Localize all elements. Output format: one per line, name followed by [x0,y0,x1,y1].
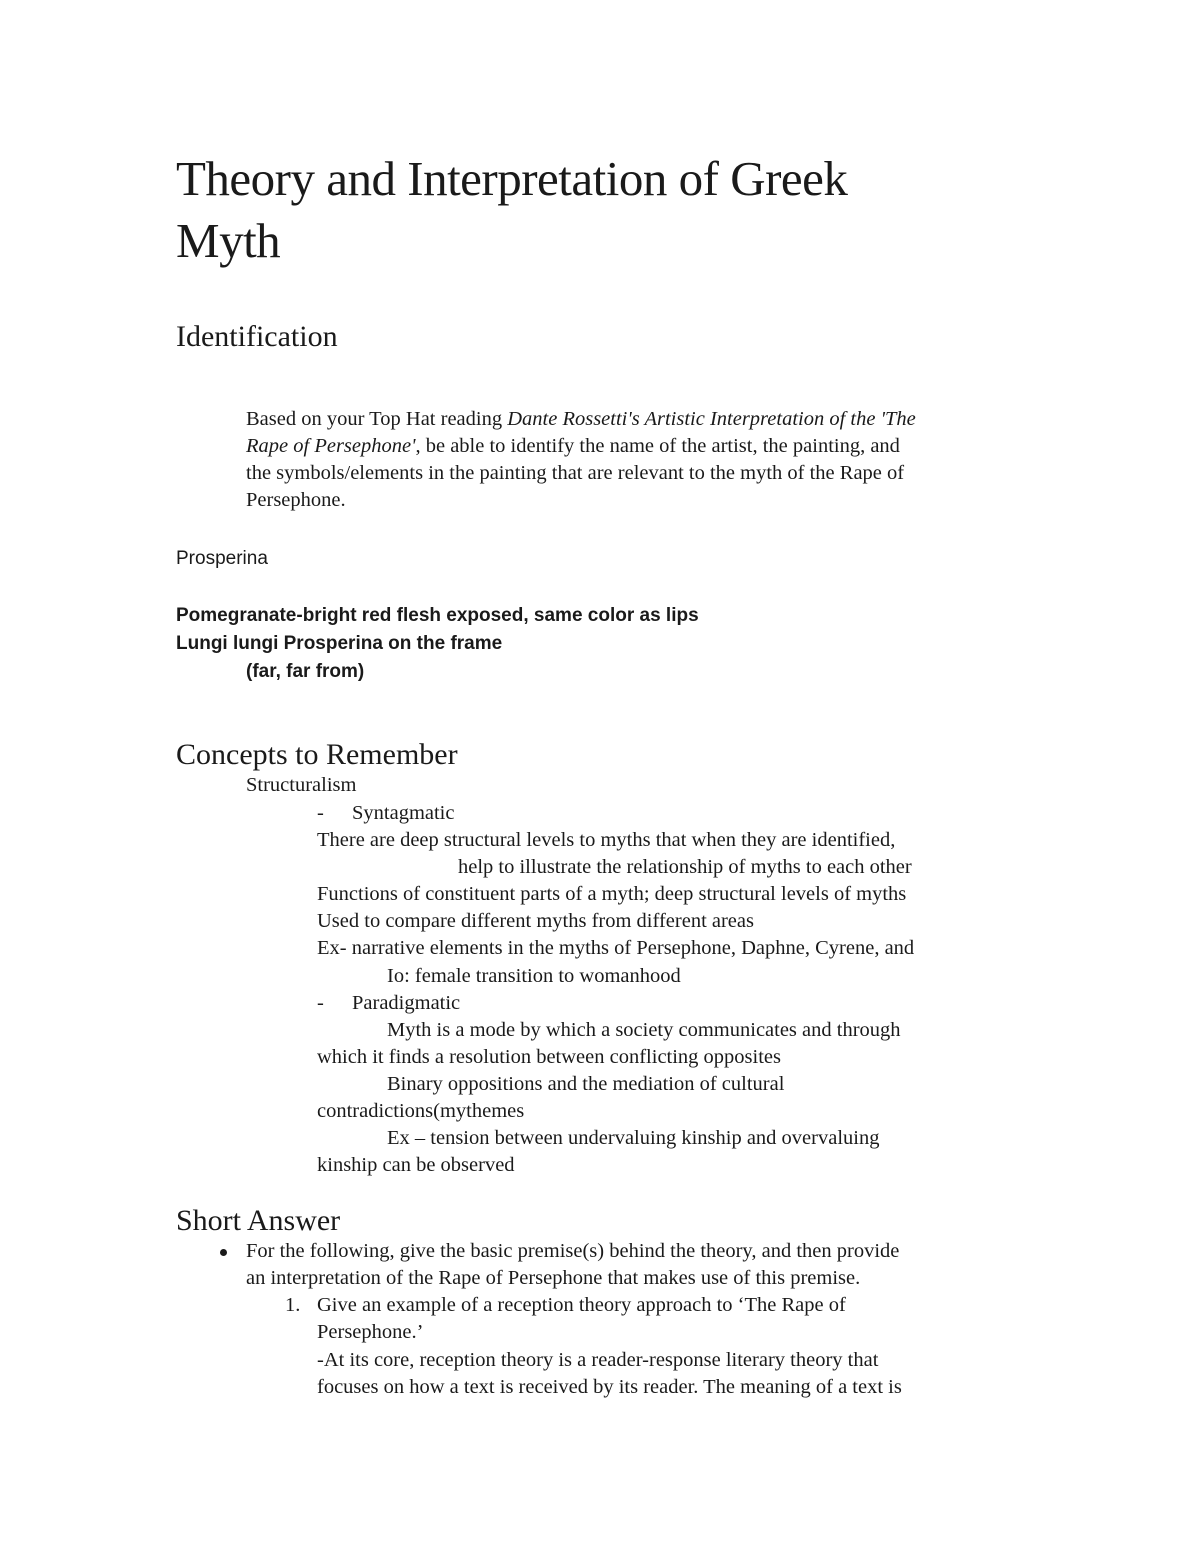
item-1-line-3: -At its core, reception theory is a reader-response literary theory that [317,1349,879,1371]
item-1-line-4: focuses on how a text is received by its reader. The meaning of a text is [317,1376,902,1398]
note-line-1: Pomegranate-bright red flesh exposed, same color as lips [176,605,699,626]
paradigmatic-dash: - [317,992,324,1014]
reading-title-italic-cont: Rape of Persephone' [246,435,416,457]
para-plain-text: Based on your Top Hat reading [246,408,508,430]
document-title-line-2: Myth [176,213,281,268]
reading-title-italic: Dante Rossetti's Artistic Interpretation of the 'The [507,408,916,430]
syntagmatic-line-6: Io: female transition to womanhood [387,965,681,987]
item-1-number: 1. [285,1294,301,1316]
bullet-icon [220,1249,227,1256]
paradigmatic-line-3: Binary oppositions and the mediation of cultural [387,1073,785,1095]
bullet-line-2: an interpretation of the Rape of Persephone that makes use of this premise. [246,1267,861,1289]
concepts-heading: Concepts to Remember [176,738,458,771]
syntagmatic-line-1: There are deep structural levels to myths that when they are identified, [317,829,896,851]
item-1-line-1: Give an example of a reception theory approach to ‘The Rape of [317,1294,846,1316]
identification-para-line-1 [246,409,916,430]
identification-para-line-2 [246,436,900,457]
item-1-line-2: Persephone.’ [317,1321,424,1343]
paradigmatic-label: Paradigmatic [352,992,461,1014]
para-plain-text: , be able to identify the name of the artist, the painting, and [415,435,900,457]
syntagmatic-line-5: Ex- narrative elements in the myths of Persephone, Daphne, Cyrene, and [317,937,915,959]
paradigmatic-line-5: Ex – tension between undervaluing kinship and overvaluing [387,1127,880,1149]
note-line-3: (far, far from) [246,661,365,682]
identification-heading: Identification [176,320,338,353]
syntagmatic-line-3: Functions of constituent parts of a myth; deep structural levels of myths [317,883,907,905]
paradigmatic-line-2: which it finds a resolution between conflicting opposites [317,1046,782,1068]
syntagmatic-dash: - [317,802,324,824]
paradigmatic-line-4: contradictions(mythemes [317,1100,525,1122]
paradigmatic-line-6: kinship can be observed [317,1154,515,1176]
answer-title: Prosperina [176,548,268,569]
syntagmatic-label: Syntagmatic [352,802,455,824]
note-line-2: Lungi lungi Prosperina on the frame [176,633,503,654]
document-title-line-1: Theory and Interpretation of Greek [176,151,848,206]
bullet-line-1: For the following, give the basic premise(s) behind the theory, and then provide [246,1240,900,1262]
syntagmatic-line-4: Used to compare different myths from different areas [317,910,754,932]
identification-para-line-4: Persephone. [246,489,346,511]
structuralism-subheading: Structuralism [246,774,357,796]
short-answer-heading: Short Answer [176,1204,341,1237]
identification-para-line-3: the symbols/elements in the painting that are relevant to the myth of the Rape of [246,462,905,484]
paradigmatic-line-1: Myth is a mode by which a society communicates and through [387,1019,901,1041]
syntagmatic-line-2: help to illustrate the relationship of myths to each other [458,856,912,878]
